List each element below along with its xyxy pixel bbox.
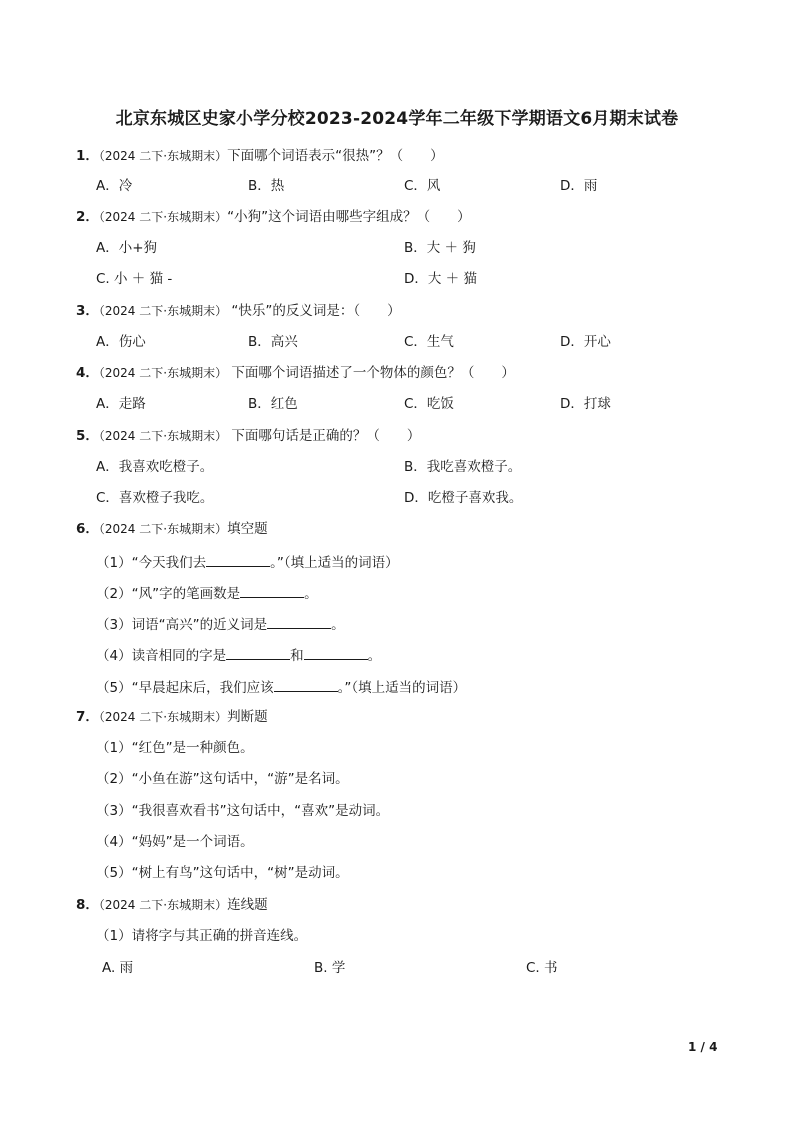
question-text: 下面哪个词语描述了一个物体的颜色？（ ） [227,365,515,381]
option-b[interactable]: B．高兴 [248,334,298,350]
option-b[interactable]: B．热 [248,178,285,194]
fill-blank[interactable] [274,677,338,692]
fill-text: （5）“早晨起床后，我们应该 [96,680,274,696]
fill-item-5 [96,677,466,697]
question-7 [76,708,268,726]
source-tag: （2024 二下·东城期末） [98,210,228,224]
option-a[interactable]: A．小+狗 [96,240,158,256]
fill-text: 。 [367,648,382,664]
question-4 [76,364,515,382]
match-option-b[interactable]: B. 学 [314,960,346,976]
option-d[interactable]: D．开心 [560,334,611,350]
fill-blank[interactable] [240,583,304,598]
source-tag: （2024 二下·东城期末） [98,149,228,163]
fill-blank[interactable] [304,645,368,660]
question-text: 下面哪句话是正确的？（ ） [227,428,421,444]
option-c[interactable]: C．吃饭 [404,396,454,412]
fill-text: 。”（填上适当的词语） [337,680,467,696]
question-5 [76,427,420,445]
judge-item-5: （5）“树上有鸟”这句话中，“树”是动词。 [96,865,349,881]
question-number: 1． [76,148,99,164]
option-b[interactable]: B．红色 [248,396,298,412]
option-c[interactable]: C．风 [404,178,441,194]
question-number: 3． [76,303,99,319]
fill-item-2 [96,583,318,603]
fill-text: （1）“今天我们去 [96,555,207,571]
question-text: 连线题 [227,897,268,913]
question-text: 下面哪个词语表示“很热”？（ ） [227,148,444,164]
option-b[interactable]: B．我吃喜欢橙子。 [404,459,522,475]
source-tag: （2024 二下·东城期末） [98,710,228,724]
judge-item-3: （3）“我很喜欢看书”这句话中，“喜欢”是动词。 [96,803,390,819]
fill-text: 。 [304,586,318,602]
source-tag: （2024 二下·东城期末） [98,366,228,380]
match-option-a[interactable]: A. 雨 [102,960,134,976]
option-a[interactable]: A．走路 [96,396,146,412]
question-text: 填空题 [227,521,268,537]
match-option-c[interactable]: C. 书 [526,960,558,976]
fill-text: （3）词语“高兴”的近义词是 [96,617,268,633]
option-d[interactable]: D．打球 [560,396,611,412]
option-c[interactable]: C. 小 ＋ 猫 - [96,271,173,287]
question-number: 8． [76,897,99,913]
fill-text: 。”（填上适当的词语） [270,555,399,571]
fill-item-3 [96,614,345,634]
fill-blank[interactable] [226,645,290,660]
option-d[interactable]: D．吃橙子喜欢我。 [404,490,523,506]
question-6 [76,520,268,538]
question-text: 判断题 [227,709,268,725]
question-3 [76,302,401,320]
option-b[interactable]: B．大 ＋ 狗 [404,240,476,256]
fill-text: 和 [290,648,304,664]
question-number: 6． [76,521,99,537]
match-instruction: （1）请将字与其正确的拼音连线。 [96,928,308,944]
page-number: 1 / 4 [688,1040,718,1054]
fill-blank[interactable] [267,614,331,629]
question-1 [76,147,444,165]
question-number: 2． [76,209,99,225]
question-number: 7． [76,709,99,725]
option-a[interactable]: A．冷 [96,178,133,194]
fill-item-1 [96,552,399,572]
source-tag: （2024 二下·东城期末） [98,898,228,912]
option-c[interactable]: C．喜欢橙子我吃。 [96,490,214,506]
source-tag: （2024 二下·东城期末） [98,522,228,536]
option-a[interactable]: A．我喜欢吃橙子。 [96,459,214,475]
source-tag: （2024 二下·东城期末） [98,429,228,443]
source-tag: （2024 二下·东城期末） [98,304,228,318]
option-c[interactable]: C．生气 [404,334,454,350]
question-text: “快乐”的反义词是：（ ） [227,303,401,319]
question-number: 5． [76,428,99,444]
judge-item-1: （1）“红色”是一种颜色。 [96,740,254,756]
question-8 [76,896,268,914]
fill-item-4 [96,645,381,665]
judge-item-4: （4）“妈妈”是一个词语。 [96,834,254,850]
option-d[interactable]: D．大 ＋ 猫 [404,271,477,287]
option-d[interactable]: D．雨 [560,178,598,194]
question-number: 4． [76,365,99,381]
fill-blank[interactable] [206,552,270,567]
fill-text: （4）读音相同的字是 [96,648,227,664]
fill-text: （2）“风”字的笔画数是 [96,586,241,602]
option-a[interactable]: A．伤心 [96,334,146,350]
question-text: “小狗”这个词语由哪些字组成？（ ） [227,209,471,225]
question-2 [76,208,471,226]
judge-item-2: （2）“小鱼在游”这句话中，“游”是名词。 [96,771,349,787]
page-title: 北京东城区史家小学分校2023-2024学年二年级下学期语文6月期末试卷 [115,109,679,129]
fill-text: 。 [331,617,345,633]
